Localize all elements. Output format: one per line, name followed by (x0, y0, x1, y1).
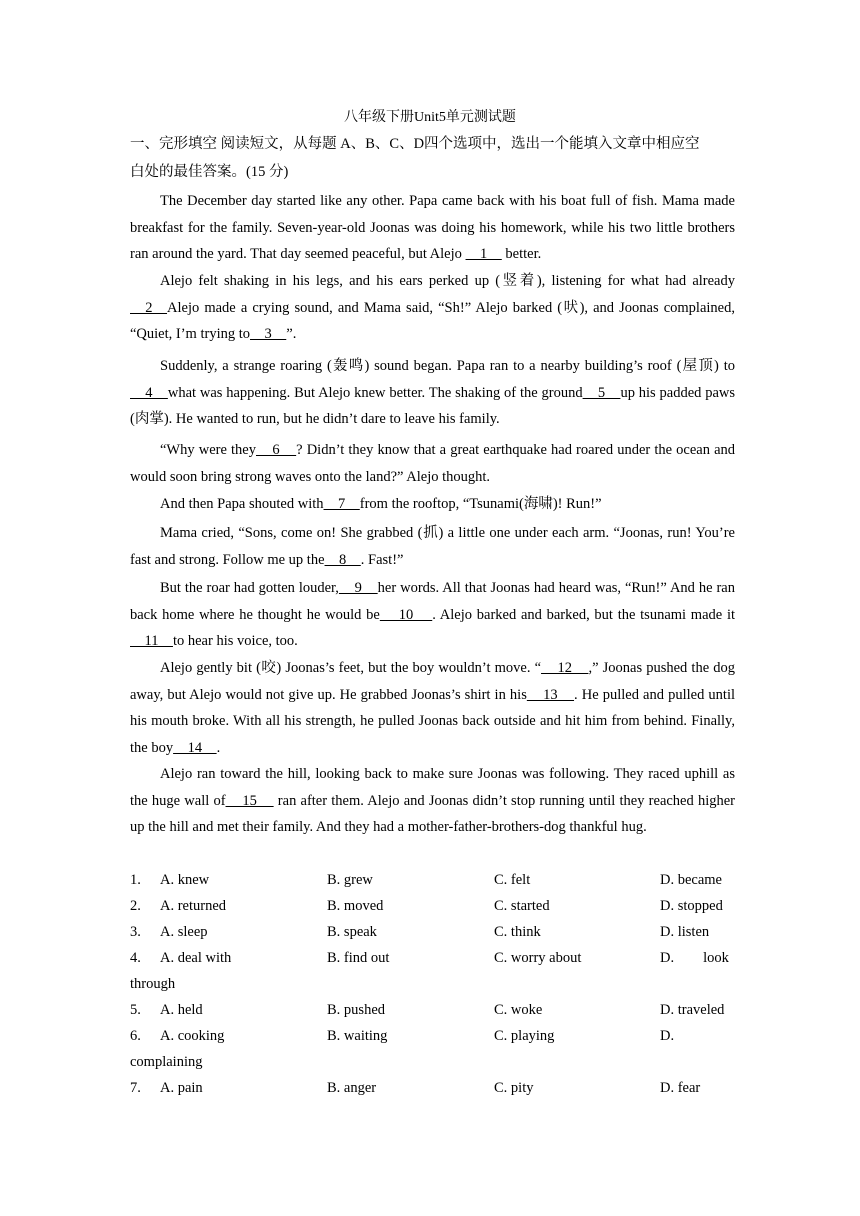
option-a: A. sleep (160, 924, 208, 940)
passage-paragraph-9: Alejo ran toward the hill, looking back to make sure Joonas was following. They raced uphill as the huge wall of 15 ran after them. Alejo and Joonas didn’t stop running until they reached higher up the hill and met their family. And they had a mother-father-brothers-dog thankful hug. (130, 766, 735, 835)
passage-paragraph-7: But the roar had gotten louder, 9 her words. All that Joonas had heard was, “Run!” And he ran back home where he thought he would be 10 . Alejo barked and barked, but the tsunami made it 11 to hear his voice, too. (130, 580, 736, 649)
question-number: 3. (130, 924, 141, 940)
option-row-4-wrap (130, 976, 740, 1002)
option-b: B. speak (327, 924, 377, 940)
option-c: C. started (494, 898, 550, 914)
option-a: A. knew (160, 872, 210, 888)
passage-paragraph-4: “Why were they 6 ? Didn’t they know that a great earthquake had roared under the ocean and would soon bring strong waves onto the land?” Alejo thought. (130, 442, 736, 485)
question-number: 4. (130, 950, 141, 966)
option-c: C. worry about (494, 950, 582, 966)
option-b: B. anger (327, 1080, 377, 1096)
option-d: D. fear (660, 1080, 701, 1096)
option-c: C. felt (494, 872, 531, 888)
blank-3: 3 (250, 326, 287, 342)
blank-2: 2 (130, 299, 168, 316)
blank-6: 6 (255, 442, 297, 458)
option-b: B. pushed (327, 1002, 385, 1018)
question-number: 6. (130, 1028, 141, 1044)
option-row-2 (130, 898, 740, 924)
option-d-continued: complaining (130, 1054, 203, 1070)
option-d: D. stopped (660, 898, 723, 914)
passage-paragraph-1: The December day started like any other. Papa came back with his boat full of fish. Mama made breakfast for the family. Seven-year-old Joonas was doing his homework, while his two little brothers ran around the yard. That day seemed peaceful, but Alejo 1 better. (130, 193, 735, 262)
blank-12: 12 (541, 660, 589, 676)
blank-9: 9 (338, 580, 378, 596)
passage-paragraph-3: Suddenly, a strange roaring (轰鸣) sound began. Papa ran to a nearby building’s roof (屋顶) to 4 what was happening. But Alejo knew better. The shaking of the ground 5 up his padded paws (肉掌). He wanted to run, but he didn’t dare to leave his family. (130, 358, 736, 427)
option-a: A. cooking (160, 1028, 225, 1044)
blank-11: 11 (130, 633, 173, 649)
blank-8: 8 (324, 551, 361, 568)
section-instruction (130, 130, 735, 186)
option-d: D. listen (660, 924, 710, 940)
option-b: B. waiting (327, 1028, 388, 1044)
question-number: 7. (130, 1080, 141, 1096)
blank-13: 13 (526, 686, 575, 703)
blank-14: 14 (173, 739, 217, 756)
option-row-5 (130, 1002, 740, 1028)
option-a: A. held (160, 1002, 203, 1018)
option-b: B. find out (327, 950, 390, 966)
blank-7: 7 (323, 496, 360, 512)
instruction-line-1: 一、完形填空 阅读短文，从每题 A、B、C、D四个选项中，选出一个能填入文章中相应空 (130, 136, 700, 152)
page-title: 八年级下册Unit5单元测试题 (344, 110, 516, 125)
option-row-6 (130, 1028, 740, 1054)
option-row-6-wrap (130, 1054, 740, 1080)
instruction-line-2: 白处的最佳答案。(15 分) (130, 164, 289, 180)
option-row-3 (130, 924, 740, 950)
option-row-7 (130, 1080, 740, 1106)
option-d-continued: through (130, 976, 176, 992)
option-b: B. moved (327, 898, 384, 914)
option-c: C. woke (494, 1002, 543, 1018)
option-d: D. traveled (660, 1002, 725, 1018)
question-number: 2. (130, 898, 141, 914)
option-row-4 (130, 950, 740, 976)
option-a: A. returned (160, 898, 227, 914)
option-d: D. (660, 1028, 675, 1044)
passage-paragraph-2: Alejo felt shaking in his legs, and his ears perked up (竖着), listening for what had already 2 Alejo made a crying sound, and Mama said, “Sh!” Alejo barked (吠), and Joonas complained, “Quiet, I’m trying to 3 ”. (130, 273, 735, 342)
option-row-1 (130, 872, 740, 898)
option-a: A. deal with (160, 950, 232, 966)
blank-10: 10 (379, 606, 433, 623)
blank-15: 15 (225, 792, 274, 809)
option-c: C. pity (494, 1080, 534, 1096)
option-c: C. think (494, 924, 541, 940)
option-b: B. grew (327, 872, 373, 888)
blank-5: 5 (582, 384, 621, 401)
option-c: C. playing (494, 1028, 555, 1044)
question-number: 5. (130, 1002, 141, 1018)
option-d: D. look (660, 950, 729, 966)
option-d: D. became (660, 872, 722, 888)
blank-1: 1 (465, 246, 502, 262)
question-number: 1. (130, 872, 141, 888)
passage-paragraph-8: Alejo gently bit (咬) Joonas’s feet, but the boy wouldn’t move. “ 12 ,” Joonas pushed the dog away, but Alejo would not give up. He grabbed Joonas’s shirt in his 13 . He pulled and pulled until his mouth broke. With all his strength, he pulled Joonas back outside and hit him from behind. Finally, the boy 14 . (130, 660, 735, 756)
blank-4: 4 (130, 384, 168, 401)
passage-paragraph-6: Mama cried, “Sons, come on! She grabbed (抓) a little one under each arm. “Joonas, run! You’re fast and strong. Follow me up the 8 . Fast!” (130, 525, 735, 568)
option-a: A. pain (160, 1080, 203, 1096)
passage-paragraph-5: And then Papa shouted with 7 from the rooftop, “Tsunami(海啸)! Run!” (160, 496, 602, 512)
